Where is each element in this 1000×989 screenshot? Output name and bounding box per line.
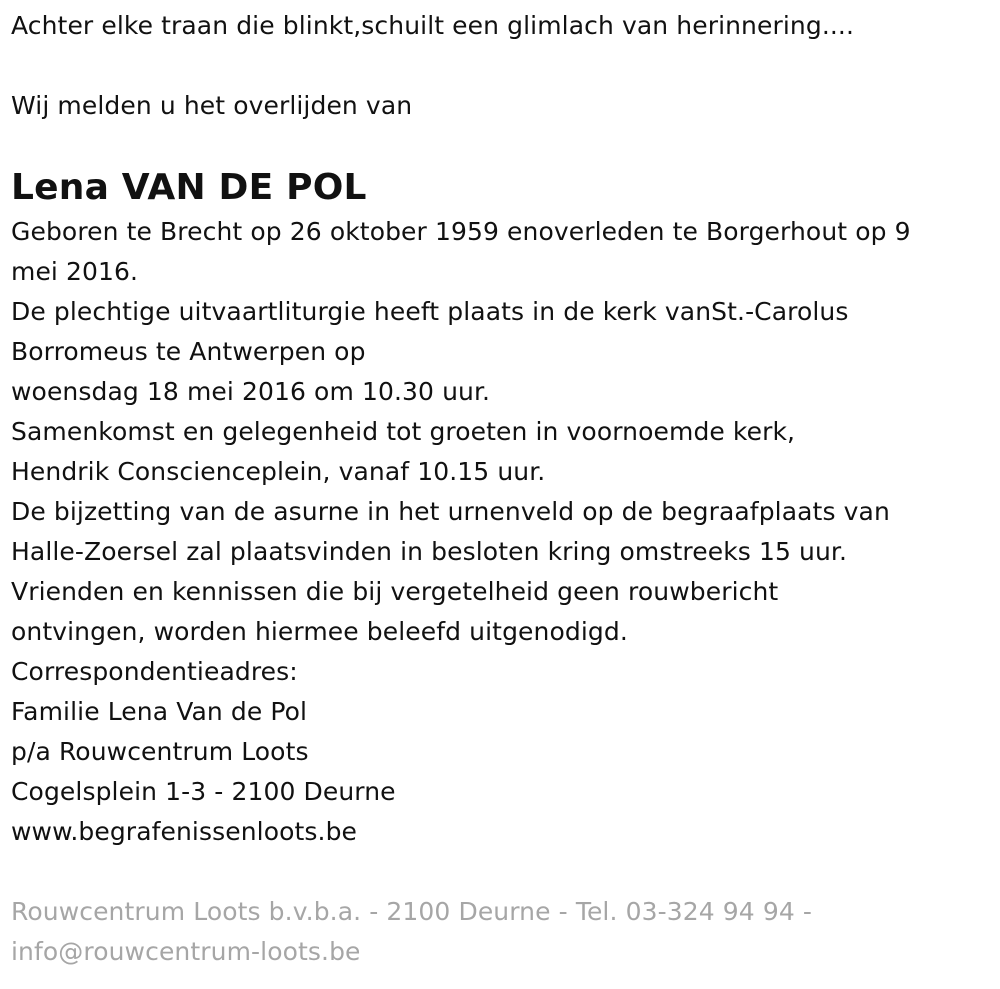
body-line: Hendrik Conscienceplein, vanaf 10.15 uur.: [11, 457, 546, 486]
body-line: woensdag 18 mei 2016 om 10.30 uur.: [11, 377, 491, 406]
body-line: ontvingen, worden hiermee beleefd uitgenodigd.: [11, 617, 628, 646]
body-line: De bijzetting van de asurne in het urnenveld op de begraafplaats van: [11, 497, 890, 526]
body-line: Vrienden en kennissen die bij vergetelheid geen rouwbericht: [11, 577, 779, 606]
address-street: Cogelsplein 1-3 - 2100 Deurne: [11, 777, 396, 806]
body-line: Borromeus te Antwerpen op: [11, 337, 366, 366]
notice-body: [11, 212, 986, 852]
footer-line: Rouwcentrum Loots b.v.b.a. - 2100 Deurne - Tel. 03-324 94 94 -: [11, 897, 812, 926]
body-line: Samenkomst en gelegenheid tot groeten in voornoemde kerk,: [11, 417, 796, 446]
intro-line: Wij melden u het overlijden van: [11, 91, 413, 120]
address-name: Familie Lena Van de Pol: [11, 697, 308, 726]
footer-email: info@rouwcentrum-loots.be: [11, 937, 361, 966]
address-care-of: p/a Rouwcentrum Loots: [11, 737, 309, 766]
body-line: mei 2016.: [11, 257, 139, 286]
body-line: Geboren te Brecht op 26 oktober 1959 enoverleden te Borgerhout op 9: [11, 217, 911, 246]
correspondence-label: Correspondentieadres:: [11, 657, 298, 686]
website-text: www.begrafenissenloots.be: [11, 817, 358, 846]
quote-line: Achter elke traan die blinkt,schuilt een glimlach van herinnering....: [11, 11, 855, 40]
obituary-notice: [11, 6, 986, 972]
body-line: De plechtige uitvaartliturgie heeft plaats in de kerk vanSt.-Carolus: [11, 297, 849, 326]
footer-contact: [11, 892, 986, 972]
deceased-name: Lena VAN DE POL: [11, 167, 367, 208]
body-line: Halle-Zoersel zal plaatsvinden in besloten kring omstreeks 15 uur.: [11, 537, 848, 566]
